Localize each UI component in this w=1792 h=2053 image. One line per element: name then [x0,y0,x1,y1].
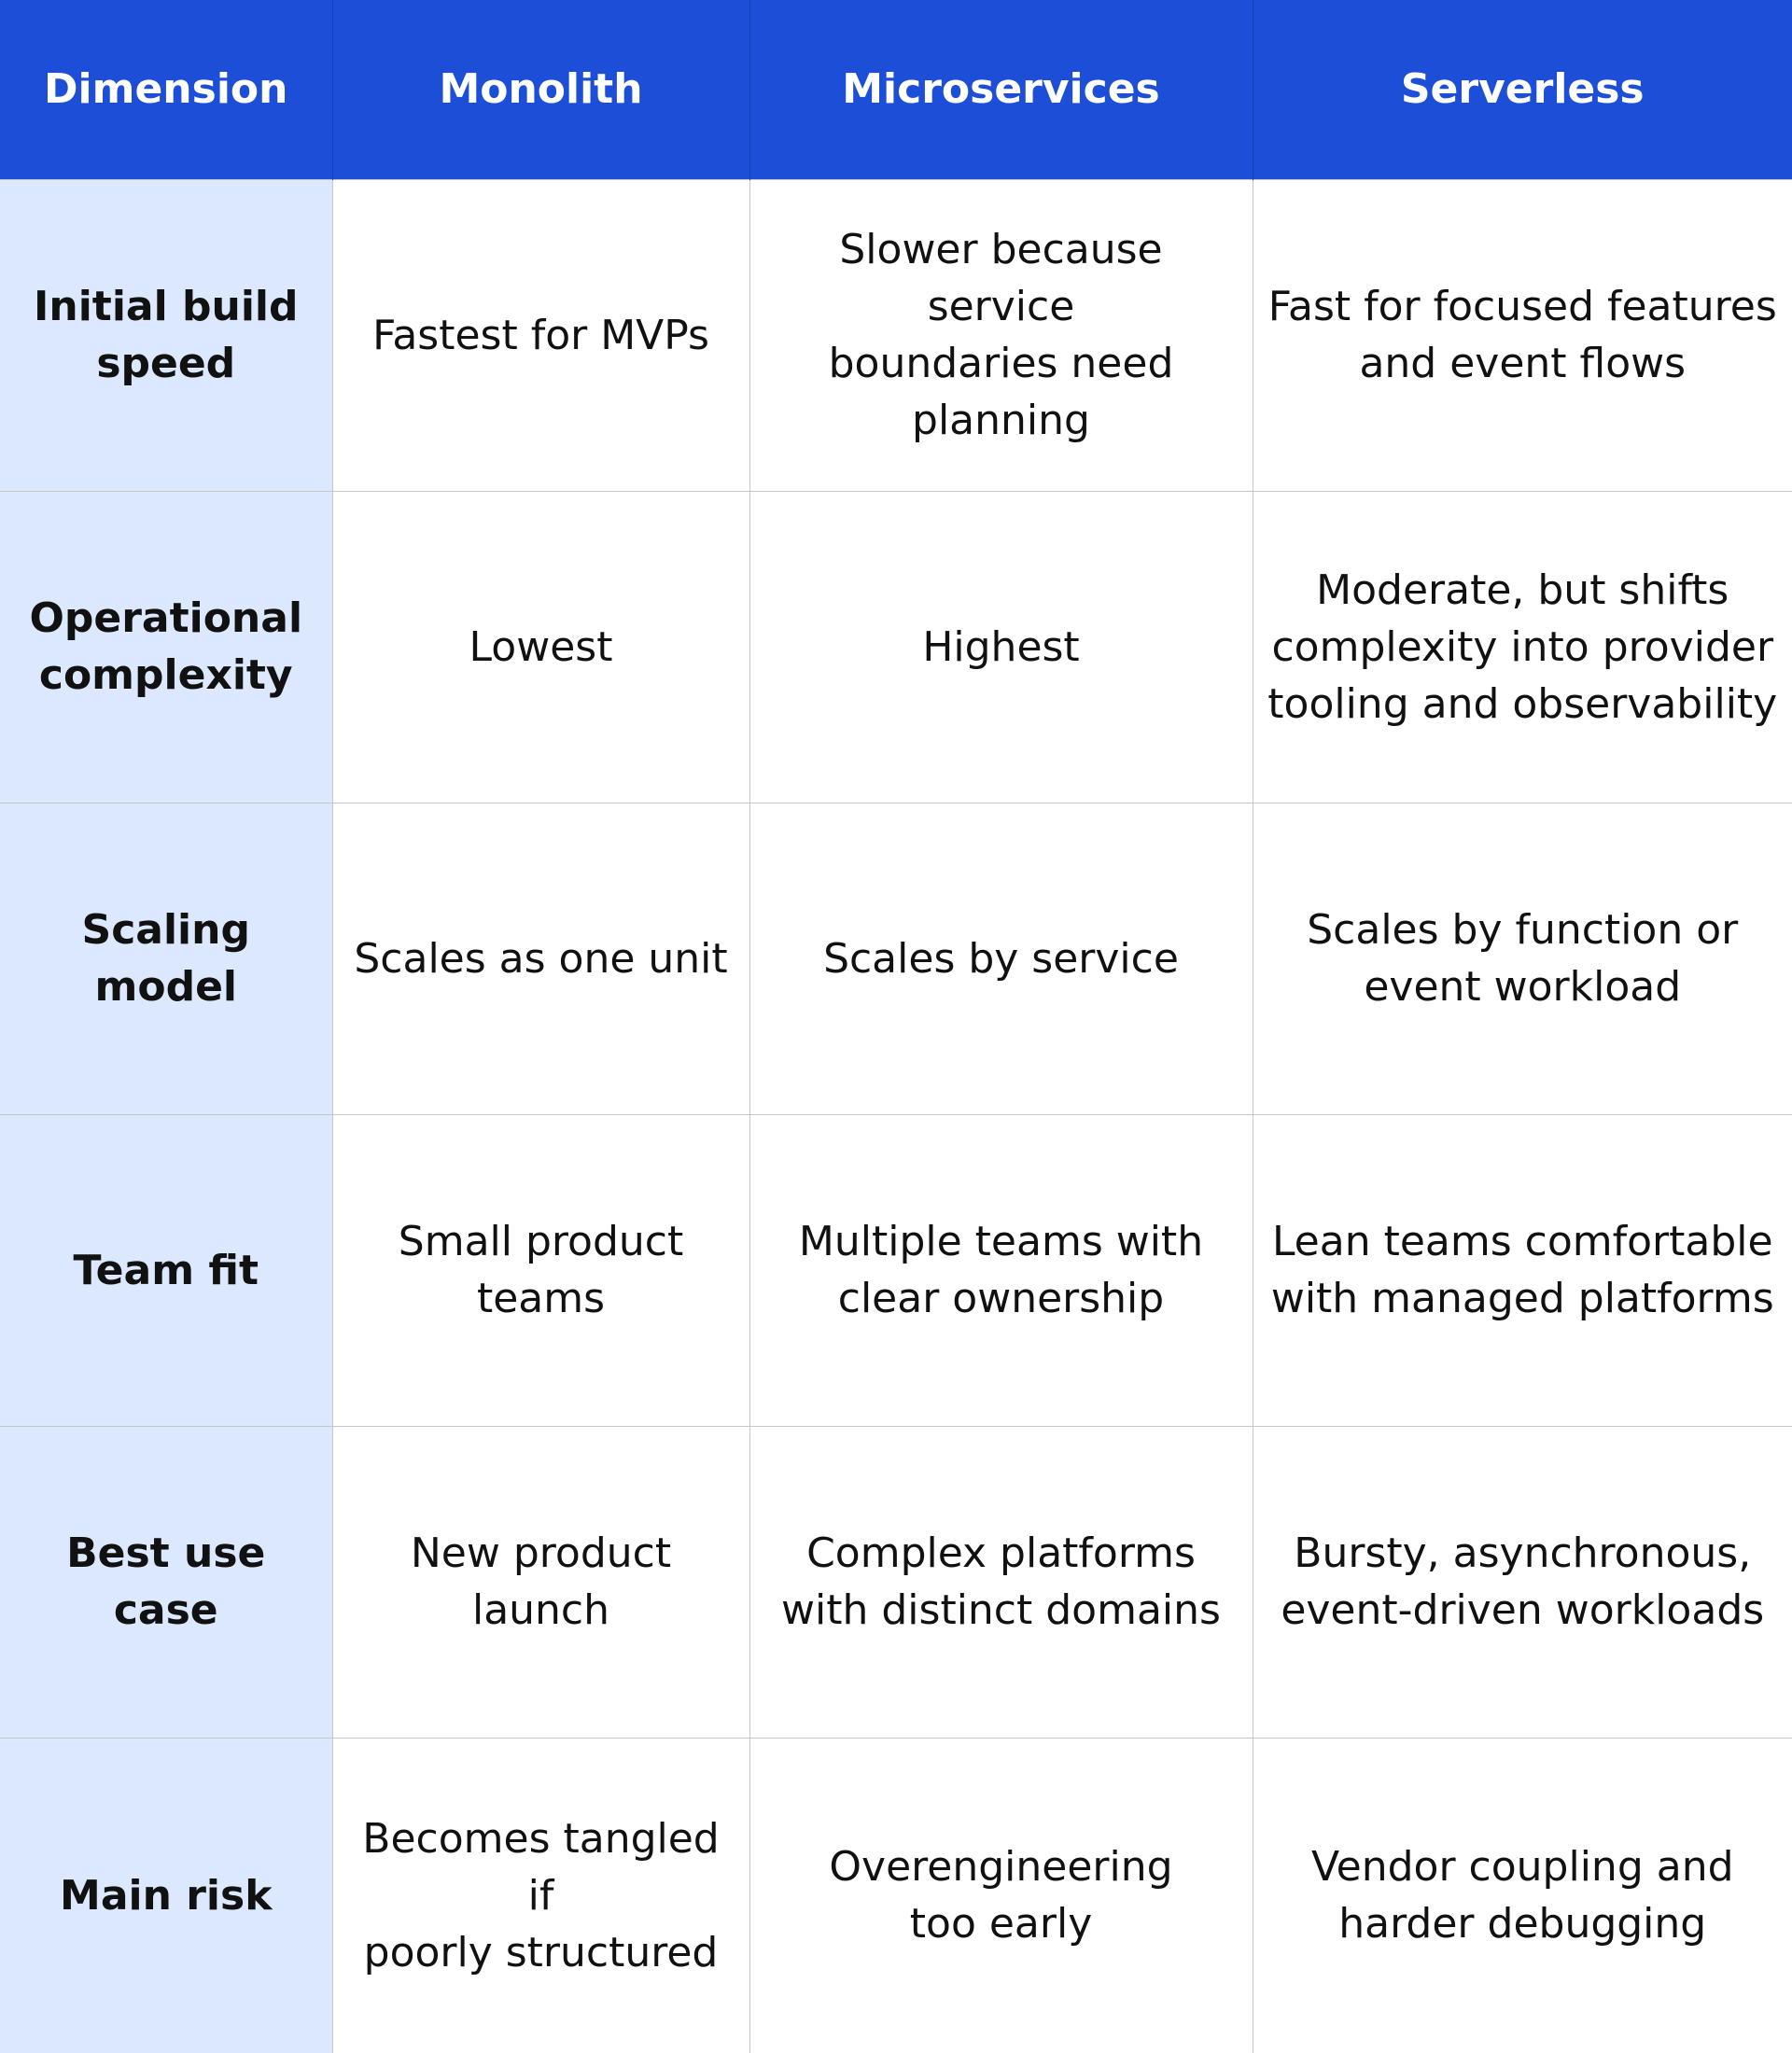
cell-line: Overengineering [829,1843,1173,1892]
cell-line: speed [96,340,236,387]
monolith-cell [332,491,749,803]
header-microservices: Microservices [749,0,1253,179]
cell-line: tooling and observability [1267,679,1778,728]
microservices-cell [749,179,1253,491]
cell-line: Fastest for MVPs [372,311,709,359]
cell-line: complexity into provider [1271,622,1774,671]
microservices-cell [749,1738,1253,2053]
cell-line: planning [912,397,1090,444]
cell-line: Scales by service [823,934,1179,983]
table-row [0,179,1792,491]
cell-line: with managed platforms [1270,1275,1774,1322]
dimension-cell [0,491,332,803]
cell-line: Small product teams [398,1218,684,1322]
table-row [0,1738,1792,2053]
cell-line: Lowest [469,622,613,671]
serverless-cell [1253,803,1792,1114]
cell-line: Vendor coupling and [1310,1843,1734,1892]
microservices-cell [749,1114,1253,1426]
cell-line: harder debugging [1338,1900,1707,1948]
cell-line: Operational [29,594,303,642]
cell-line: clear ownership [837,1275,1165,1322]
cell-line: Scales by function or [1307,906,1739,954]
table-row [0,803,1792,1114]
cell-line: Highest [922,622,1080,671]
cell-line: complexity [38,651,293,699]
cell-line: with distinct domains [781,1586,1221,1634]
cell-line: event-driven workloads [1281,1586,1765,1634]
cell-line: too early [909,1900,1093,1948]
cell-line: Fast for focused features [1267,283,1777,330]
table-row [0,1426,1792,1738]
cell-line: Slower because service [839,226,1163,330]
table-row [0,1114,1792,1426]
serverless-cell [1253,1114,1792,1426]
cell-line: New product launch [410,1529,672,1634]
cell-line: case [113,1586,218,1634]
monolith-cell [332,1738,749,2053]
dimension-cell [0,179,332,491]
cell-line: Team fit [73,1246,259,1294]
cell-line: Bursty, asynchronous, [1294,1529,1752,1577]
header-serverless: Serverless [1253,0,1792,179]
cell-line: Scaling model [81,906,250,1011]
cell-line: Best use [66,1529,266,1577]
cell-line: Lean teams comfortable [1271,1218,1773,1265]
dimension-cell [0,803,332,1114]
cell-line: Moderate, but shifts [1316,566,1729,614]
serverless-cell [1253,1738,1792,2053]
header-row [0,0,1792,179]
table-row [0,491,1792,803]
cell-line: Complex platforms [806,1529,1196,1577]
cell-line: Scales as one unit [354,934,728,983]
microservices-cell [749,803,1253,1114]
monolith-cell [332,803,749,1114]
cell-line: Initial build [34,283,299,330]
monolith-cell [332,1426,749,1738]
serverless-cell [1253,1426,1792,1738]
cell-line: event workload [1364,963,1682,1011]
header-monolith: Monolith [332,0,749,179]
monolith-cell [332,1114,749,1426]
cell-line: boundaries need [828,340,1174,387]
monolith-cell [332,179,749,491]
serverless-cell [1253,179,1792,491]
dimension-cell [0,1114,332,1426]
serverless-cell [1253,491,1792,803]
cell-line: Main risk [60,1871,273,1920]
cell-line: and event flows [1359,340,1687,387]
cell-line: Becomes tangled if [362,1814,720,1920]
cell-line: Multiple teams with [798,1218,1204,1265]
dimension-cell [0,1426,332,1738]
microservices-cell [749,1426,1253,1738]
dimension-cell [0,1738,332,2053]
cell-line: poorly structured [363,1928,719,1976]
header-dimension: Dimension [0,0,332,179]
microservices-cell [749,491,1253,803]
